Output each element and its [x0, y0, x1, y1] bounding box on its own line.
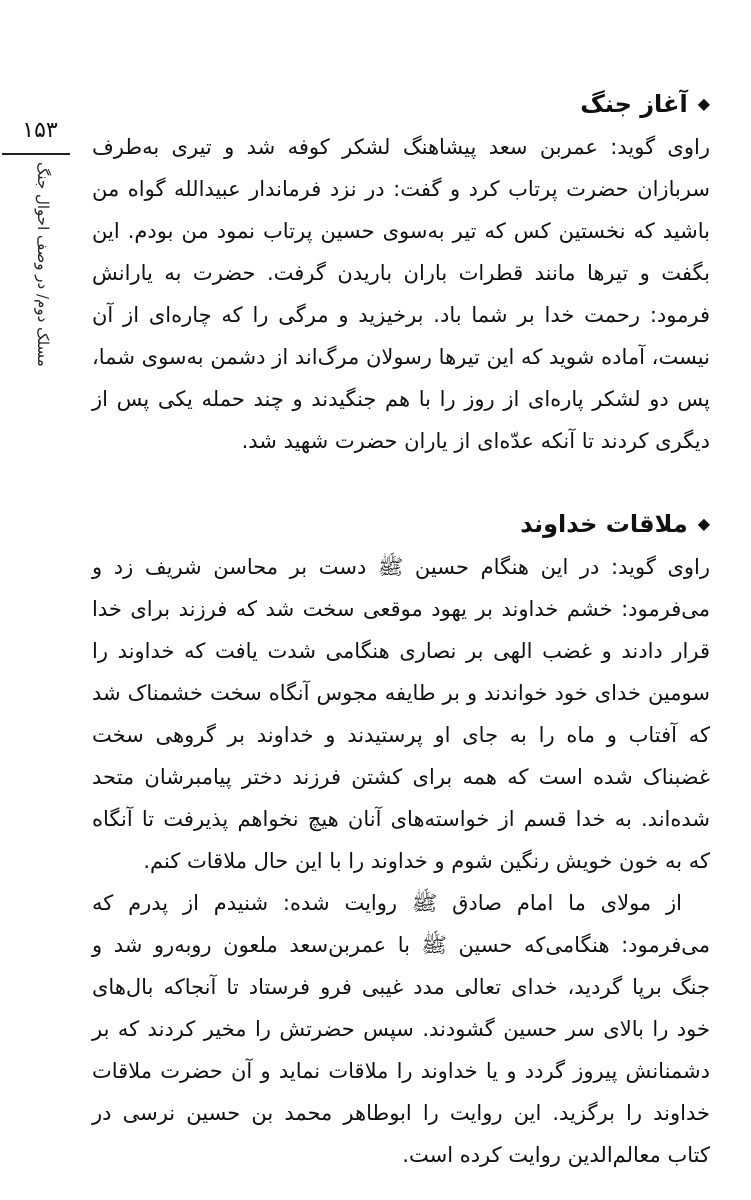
section-start-of-battle — [92, 82, 710, 462]
page-body — [92, 82, 710, 1176]
diamond-bullet-icon: ◆ — [697, 94, 710, 113]
paragraph: راوی گوید: عمربن سعد پیشاهنگ لشکر کوفه شد و تیری به‌طرف سربازان حضرت پرتاب کرد و گفت: در نزد فرماندار عبیدالله گواه من باشید که نخستین کس که تیر به‌سوی حسین پرتاب نمود من بودم. این بگفت و تیرها مانند قطرات باران باریدن گرفت. حضرت به یارانش فرمود: رحمت خدا بر شما باد. برخیزید و مرگی را که چاره‌ای از آن نیست، آماده شوید که این تیرها رسولان مرگ‌اند از دشمن به‌سوی شما، پس دو لشکر پاره‌ای از روز را با هم جنگیدند و چند حمله یکی پس از دیگری کردند تا آنکه عدّه‌ای از یاران حضرت شهید شد. — [92, 135, 710, 453]
section-heading-text: ملاقات خداوند — [520, 510, 688, 538]
diamond-bullet-icon: ◆ — [697, 514, 710, 533]
paragraph: از مولای ما امام صادق ﷺ روایت شده: شنیدم از پدرم که می‌فرمود: هنگامی‌که حسین ﷺ با عمربن‌سعد ملعون روبه‌رو شد و جنگ برپا گردید، خدای تعالی مدد غیبی فرو فرستاد تا آنجاکه بال‌های خود را بالای سر حسین گشودند. سپس حضرتش را مخیر کردند که بر دشمنانش پیروز گردد و یا خداوند را ملاقات نماید و آن حضرت ملاقات خداوند را برگزید. این روایت را ابوطاهر محمد بن حسین نرسی در کتاب معالم‌الدین روایت کرده است. — [92, 891, 710, 1167]
paragraph: راوی گوید: در این هنگام حسین ﷺ دست بر محاسن شریف زد و می‌فرمود: خشم خداوند بر یهود موقعی سخت شد که فرزند برای خدا قرار دادند و غضب الهی بر نصاری هنگامی شدت یافت که خداوند را سومین خدای خود خواندند و بر طایفه مجوس آنگاه سخت خشمناک شد که آفتاب و ماه را به جای او پرستیدند و خداوند بر گروهی سخت غضبناک شده است که همه برای کشتن فرزند دختر پیامبرشان متحد شده‌اند. به خدا قسم از خواسته‌های آنان هیچ نخواهم پذیرفت تا آنگاه که به خون خویش رنگین شوم و خداوند را با این حال ملاقات کنم. — [92, 555, 710, 873]
section-spacer — [92, 462, 710, 502]
section-heading-text: آغاز جنگ — [580, 90, 688, 118]
section-meeting-god — [92, 502, 710, 1176]
running-head: مسلک دوم/ در وصف احوال جنگ — [34, 162, 52, 367]
running-head-divider — [2, 153, 70, 155]
page-number: ۱۵۳ — [22, 118, 58, 143]
section-heading — [92, 502, 710, 546]
section-heading — [92, 82, 710, 126]
